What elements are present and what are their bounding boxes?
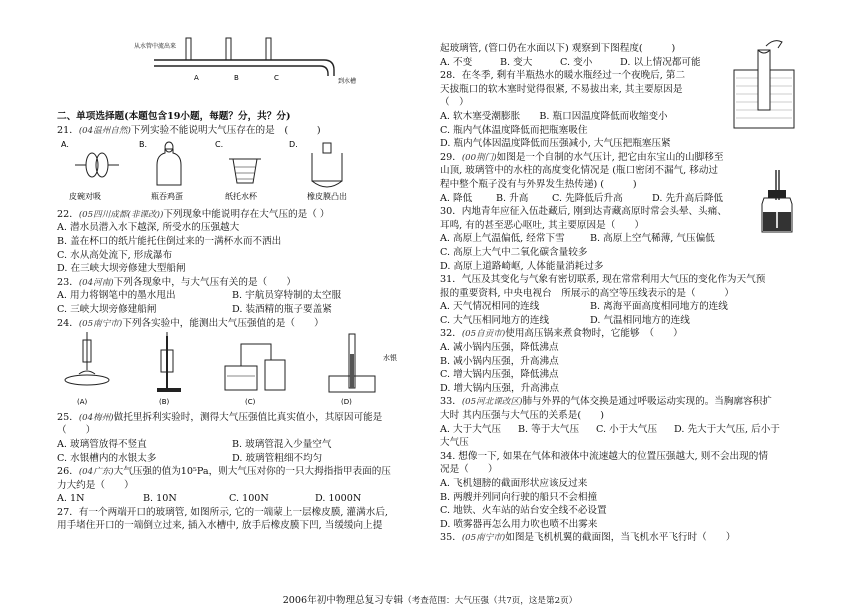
q34-option-b: B. 两艘并列同向行驶的船只不会相撞 (440, 491, 598, 503)
pipe-label-c: C (274, 74, 279, 82)
q29-barometer-figure (752, 170, 800, 238)
q28-option-c: C. 瓶内气体温度降低而把瓶塞吸住 (440, 124, 588, 136)
question-35: 35．(05南宁市)如图是飞机机翼的截面图，当飞机水平飞行时（ ） (440, 532, 736, 544)
question-24: 24．(05南宁市)下列各实验中，能测出大气压强值的是（ ） (57, 317, 324, 329)
q33-options: A. 大于大气压 B. 等于大气压 C. 小于大气压 D. 先大于大气压, 后小于 (440, 423, 780, 435)
q26-options: A. 1N B. 10N C. 100N D. 1000N (57, 493, 362, 505)
q28-blank: （ ） (440, 97, 469, 109)
q30-option-c: C. 高原上大气中二氧化碳含量较多 (440, 246, 588, 258)
q28-option-d: D. 瓶内气体因温度降低而压强减小, 大气压把瓶塞压紧 (440, 138, 671, 150)
q27-options: A. 不变 B. 变大 C. 变小 D. 以上情况都可能 (440, 56, 701, 68)
svg-text:(A): (A) (77, 398, 88, 407)
question-27-line1: 27．有一个两端开口的玻璃管, 如图所示, 它的一端蒙上一层橡皮膜, 灌满水后, (57, 506, 388, 518)
q26-text-cont: 力大约是（ ） (57, 479, 134, 491)
question-23: 23．(04河南)下列各现象中，与大气压有关的是（ ） (57, 276, 296, 288)
svg-text:D.: D. (289, 140, 298, 150)
q28-option-ab: A. 软木塞受潮膨胀 B. 瓶口因温度降低而收缩变小 (440, 110, 668, 122)
q25-options-cd: C. 水银槽内的水银太多 D. 玻璃管粗细不均匀 (57, 452, 323, 464)
question-30-line2: 耳鸣, 有的甚至恶心呕吐, 其主要原因是（ ） (440, 219, 645, 231)
pipe-label-b: B (234, 74, 239, 82)
question-31-line1: 31．气压及其变化与气象有密切联系, 现在常常利用大气压的变化作为天气预 (440, 274, 766, 286)
pipe-label-a: A (194, 74, 199, 82)
question-34-line2: 况是（ ） (440, 464, 498, 476)
page-footer (0, 592, 860, 606)
q21-caption-c: 纸托水杯 (225, 192, 257, 202)
q32-option-c: C. 增大锅内压强，降低沸点 (440, 369, 559, 381)
question-25: 25．(04梅州)做托里拆利实验时，测得大气压强值比真实值小，其原因可能是 (57, 411, 383, 423)
q21-figures (57, 137, 427, 203)
q31-options-cd: C. 大气压相同地方的连线 D. 气温相同地方的连线 (440, 314, 690, 326)
question-27-cont: 起玻璃管, (管口仍在水面以下) 观察到下图程度( ) (440, 43, 676, 54)
water-in-label: 从水管中流出来 (134, 43, 177, 50)
svg-text:(D): (D) (341, 398, 352, 407)
question-31-line2: 报的重要资料, 中央电视台 所展示的高空等压线表示的是（ ） (440, 287, 734, 299)
q21-caption-b: 瓶吞鸡蛋 (151, 192, 183, 202)
q30-options-ab: A. 高原上气温偏低, 经常下雪 B. 高原上空气稀薄, 气压偏低 (440, 233, 715, 245)
q32-option-b: B. 减小锅内压强，升高沸点 (440, 355, 559, 367)
footer-note: （考查范围：大气压强（共7页，这是第2页） (403, 596, 578, 606)
question-21: 21．(04温州自然)下列实验不能说明大气压存在的是 ( ) (57, 124, 321, 136)
question-29: 29．(00荆门)如图是一个自制的水气压计, 把它由东宝山的山脚移至 (440, 151, 724, 163)
footer-title: 2006年初中物理总复习专辑 (282, 595, 404, 606)
q33-tail: 大气压 (440, 437, 469, 449)
q27-tube-figure (730, 34, 800, 130)
question-22: 22．(05四川成都(非课改))下列现象中能说明存在大气压的是（ ） (57, 208, 330, 220)
q22-option-a: A. 潜水员潜入水下越深, 所受水的压强越大 (57, 222, 240, 234)
q29-line2: 山顶, 玻璃管中的水柱的高度变化情况是 (瓶口密闭不漏气, 移动过 (440, 165, 719, 177)
mercury-label: 水银 (383, 354, 397, 363)
drain-label: 到水槽 (338, 78, 357, 85)
q22-option-d: D. 在三峡大坝旁修建大型船闸 (57, 263, 186, 275)
q25-blank: （ ） (57, 425, 96, 437)
q34-option-c: C. 地铁、火车站的站台安全线不必设置 (440, 505, 607, 517)
q32-option-d: D. 增大锅内压强，升高沸点 (440, 382, 559, 394)
question-32: 32．(05自贡市)使用高压锅来煮食物时，它能够 （ ） (440, 328, 683, 340)
section-title: 二、单项选择题(本题包含19小题，每题？分，共？分) (57, 111, 291, 122)
question-26: 26．(04广东)大气压强的值为10⁵Pa，则大气压对你的一只大拇指指甲表面的压 (57, 466, 391, 478)
svg-text:C.: C. (215, 140, 224, 150)
question-30-line1: 30．内地青年应征入伍赴藏后, 刚到达青藏高原时常会头晕、头痛、 (440, 206, 727, 218)
q34-option-a: A. 飞机翅膀的截面形状应该反过来 (440, 478, 588, 489)
q22-option-b: B. 盖在杯口的纸片能托住倒过来的一满杯水而不洒出 (57, 235, 282, 247)
question-34-line1: 34. 想像一下, 如果在气体和液体中流速越大的位置压强越大, 则不会出现的情 (440, 450, 768, 462)
question-28-line1: 28．在冬季, 剩有半瓶热水的暖水瓶经过一个夜晚后, 第二 (440, 70, 686, 82)
question-27-line2: 用手堵住开口的一端倒立过来, 插入水槽中, 放手后橡皮膜下凹, 当缓缓向上提 (57, 520, 383, 532)
q21-caption-d: 橡皮膜凸出 (307, 192, 347, 202)
q23-options-ab: A. 用力将钢笔中的墨水甩出 B. 宇航员穿特制的太空服 (57, 290, 342, 302)
q24-figures (57, 330, 427, 406)
q23-options-cd: C. 三峡大坝旁修建船闸 D. 装酒精的瓶子要盖紧 (57, 303, 332, 315)
q32-option-a: A. 减小锅内压强，降低沸点 (440, 342, 559, 354)
q30-option-d: D. 高原上道路崎岖, 人体能量消耗过多 (440, 260, 604, 272)
question-33: 33．(05河北课改区)肺与外界的气体交换是通过呼吸运动实现的。当胸廓容积扩 (440, 396, 772, 408)
svg-text:(B): (B) (159, 398, 170, 407)
q31-options-ab: A. 天气情况相同的连线 B. 离海平面高度相同地方的连线 (440, 301, 728, 313)
svg-text:A.: A. (61, 140, 69, 150)
q34-option-d: D. 喷雾器再怎么用力吹也喷不出雾来 (440, 518, 598, 530)
q29-options: A. 降低 B. 升高 C. 先降低后升高 D. 先升高后降低 (440, 192, 724, 204)
pipe-figure (134, 36, 379, 86)
svg-text:(C): (C) (245, 398, 256, 407)
question-28-line2: 天拔瓶口的软木塞时觉得很紧, 不易拔出来, 其主要原因是 (440, 83, 683, 95)
q29-line3: 程中整个瓶子没有与外界发生热传递) ( ) (440, 178, 637, 190)
q22-option-c: C. 水从高处流下, 形成瀑布 (57, 249, 173, 261)
q33-line2: 大时 其内压强与大气压的关系是( ) (440, 410, 605, 422)
q21-caption-a: 皮碗对吸 (69, 192, 101, 202)
q25-options-ab: A. 玻璃管放得不竖直 B. 玻璃管混入少量空气 (57, 438, 332, 450)
svg-text:B.: B. (139, 140, 148, 150)
